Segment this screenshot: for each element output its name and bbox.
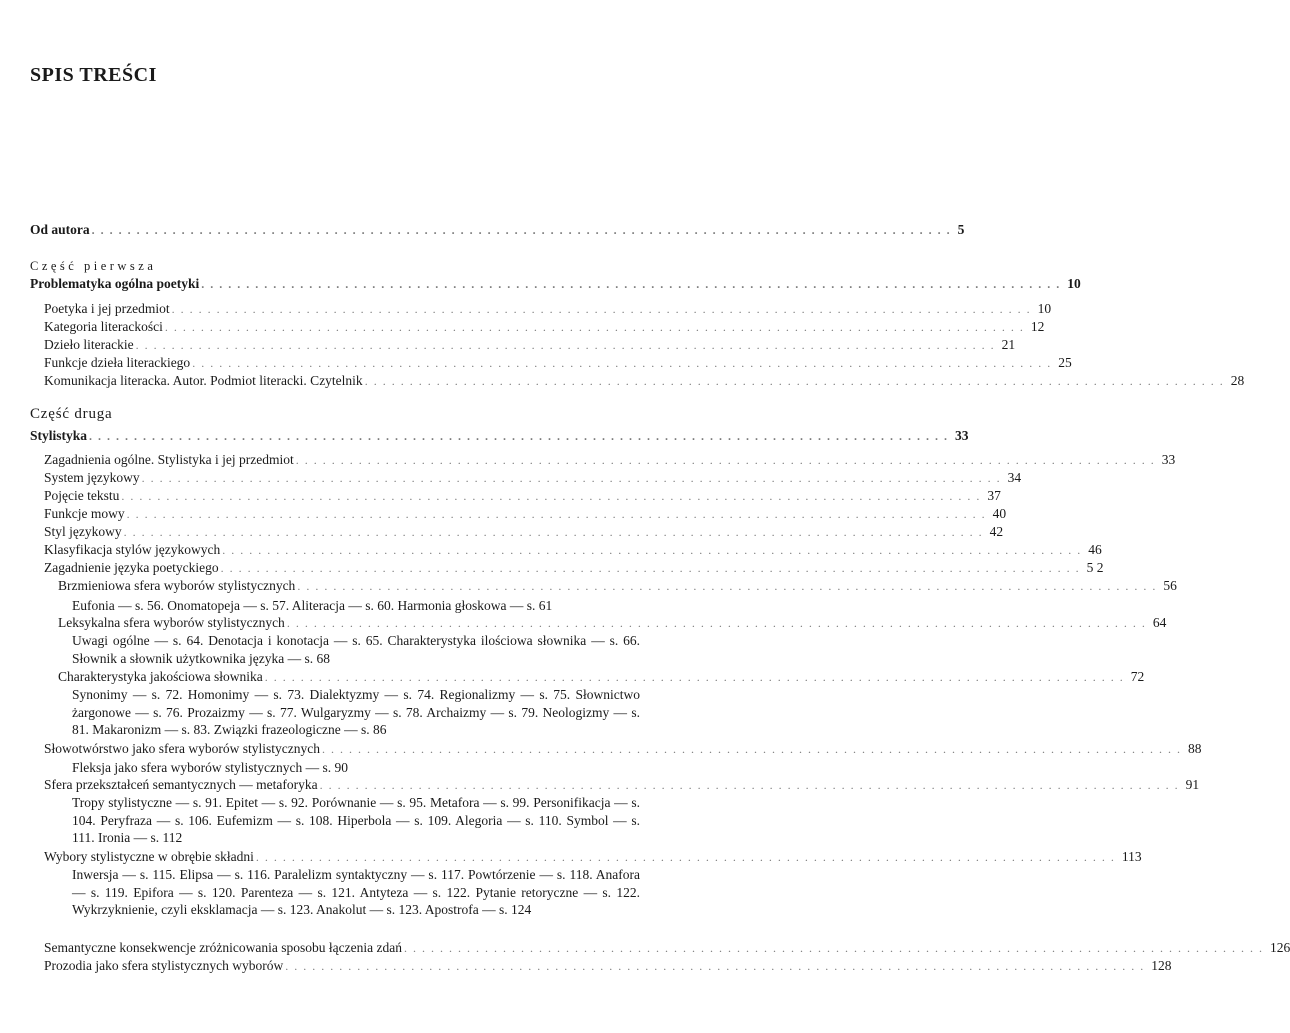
toc-entry-label: Klasyfikacja stylów językowych — [44, 542, 221, 557]
dot-leader: ................................................................................................ — [192, 356, 1057, 370]
dot-leader: ................................................................................................ — [286, 616, 1151, 630]
dot-leader: ................................................................................................ — [364, 374, 1229, 388]
dot-leader: ................................................................................................ — [201, 277, 1066, 291]
toc-entry-label: Pojęcie tekstu — [44, 488, 120, 503]
toc-entry-page: 5 — [957, 222, 965, 237]
dot-leader: ................................................................................................ — [255, 850, 1120, 864]
toc-entry-page: 88 — [1187, 741, 1202, 756]
toc-entry-page: 10 — [1067, 276, 1081, 291]
toc-entry-label: System językowy — [44, 470, 140, 485]
toc-entry-page: 10 — [1037, 301, 1052, 316]
toc-entry-page: 5 2 — [1086, 560, 1104, 575]
toc-entry-page: 72 — [1130, 669, 1145, 684]
toc-entry-page: 12 — [1030, 319, 1045, 334]
part-kicker-2: Część druga — [30, 406, 113, 422]
toc-entry-label: Zagadnienia ogólne. Stylistyka i jej przedmiot — [44, 452, 294, 467]
toc-entry-page: 64 — [1152, 615, 1167, 630]
toc-entry — [44, 523, 1004, 541]
toc-entry-page: 21 — [1001, 337, 1016, 352]
dot-leader: ................................................................................................ — [319, 778, 1184, 792]
toc-entry-label: Stylistyka — [30, 428, 88, 443]
dot-leader: ................................................................................................ — [121, 489, 986, 503]
toc-entry-label: Komunikacja literacka. Autor. Podmiot literacki. Czytelnik — [44, 373, 363, 388]
toc-entry-page: 126 — [1269, 940, 1290, 955]
toc-entry — [44, 957, 1172, 975]
toc-entry-page: 25 — [1058, 355, 1072, 370]
toc-entry — [44, 487, 1001, 505]
dot-leader: ................................................................................................ — [321, 742, 1186, 756]
toc-entry — [44, 559, 1104, 577]
toc-entry-label: Kategoria literackości — [44, 319, 163, 334]
toc-entry-page: 46 — [1088, 542, 1102, 557]
toc-entry-label: Problematyka ogólna poetyki — [30, 276, 200, 291]
toc-entry-label: Styl językowy — [44, 524, 122, 539]
toc-subtopics: Eufonia — s. 56. Onomatopeja — s. 57. Aliteracja — s. 60. Harmonia głoskowa — s. 61 — [72, 598, 553, 613]
toc-subtopics: Synonimy — s. 72. Homonimy — s. 73. Dialektyzmy — s. 74. Regionalizmy — s. 75. Słownictwo żargonowe — s. 76. Prozaizmy — s. 77. Wulgaryzmy — s. 78. Archaizmy — s. 79. Neologizmy — s. 81. Makaronizm — s. 83. Związki frazeologiczne — s. 86 — [72, 687, 640, 737]
dot-leader: ................................................................................................ — [164, 320, 1029, 334]
dot-leader: ................................................................................................ — [135, 338, 1000, 352]
toc-entry-page: 128 — [1151, 958, 1172, 973]
dot-leader: ................................................................................................ — [89, 429, 954, 443]
toc-entry — [58, 614, 1167, 632]
toc-entry — [44, 336, 1016, 354]
toc-entry-label: Poetyka i jej przedmiot — [44, 301, 170, 316]
toc-subtopics: Inwersja — s. 115. Elipsa — s. 116. Paralelizm syntaktyczny — s. 117. Powtórzenie — s. 118. Anafora — s. 119. Epifora — s. 120. Parenteza — s. 121. Antyteza — s. 122. Pytanie retoryczne — s. 122. Wykrzyknienie, czyli eksklamacja — s. 123. Anakolut — s. 123. Apostrofa — s. 124 — [72, 867, 640, 917]
toc-entry-label: Słowotwórstwo jako sfera wyborów stylistycznych — [44, 741, 320, 756]
dot-leader: ................................................................................................ — [220, 561, 1085, 575]
toc-entry-page: 56 — [1163, 578, 1177, 593]
toc-entry — [44, 469, 1022, 487]
toc-entry-label: Prozodia jako sfera stylistycznych wyborów — [44, 958, 284, 973]
page-title: SPIS TREŚCI — [30, 64, 157, 86]
toc-entry-page: 40 — [992, 506, 1007, 521]
part-kicker-1: Część pierwsza — [30, 259, 157, 273]
toc-entry — [58, 577, 1177, 595]
toc-entry — [44, 354, 1072, 372]
toc-entry — [58, 668, 1145, 686]
toc-entry — [44, 372, 1245, 390]
toc-entry-page: 37 — [987, 488, 1001, 503]
dot-leader: ................................................................................................ — [403, 941, 1268, 955]
toc-entry — [44, 740, 1202, 758]
toc-entry-label: Funkcje mowy — [44, 506, 125, 521]
toc-subtopics: Uwagi ogólne — s. 64. Denotacja i konotacja — s. 65. Charakterystyka ilościowa słownika — s. 66. Słownik a słownik użytkownika języka — s. 68 — [72, 633, 640, 666]
toc-entry-label: Wybory stylistyczne w obrębie składni — [44, 849, 254, 864]
toc-entry — [44, 848, 1142, 866]
toc-entry-page: 33 — [955, 428, 969, 443]
dot-leader: ................................................................................................ — [123, 525, 988, 539]
toc-entry-label: Brzmieniowa sfera wyborów stylistycznych — [58, 578, 296, 593]
toc-entry — [44, 318, 1045, 336]
toc-entry — [44, 451, 1176, 469]
toc-entry-foreword — [30, 221, 965, 239]
toc-part-heading-1 — [30, 275, 1081, 293]
toc-entry-page: 91 — [1185, 777, 1200, 792]
dot-leader: ................................................................................................ — [295, 453, 1160, 467]
toc-entry — [44, 541, 1102, 559]
toc-entry-page: 113 — [1121, 849, 1142, 864]
toc-entry-page: 34 — [1007, 470, 1022, 485]
toc-entry-page: 42 — [989, 524, 1004, 539]
toc-entry — [44, 776, 1200, 794]
toc-entry-label: Zagadnienie języka poetyckiego — [44, 560, 219, 575]
dot-leader: ................................................................................................ — [297, 579, 1162, 593]
dot-leader: ................................................................................................ — [91, 223, 956, 237]
toc-entry-label: Funkcje dzieła literackiego — [44, 355, 191, 370]
dot-leader: ................................................................................................ — [171, 302, 1036, 316]
toc-entry-label: Charakterystyka jakościowa słownika — [58, 669, 263, 684]
toc-subtopics: Fleksja jako sfera wyborów stylistycznych — s. 90 — [72, 760, 348, 775]
toc-subtopics: Tropy stylistyczne — s. 91. Epitet — s. 92. Porównanie — s. 95. Metafora — s. 99. Personifikacja — s. 104. Peryfraza — s. 106. Eufemizm — s. 108. Hiperbola — s. 109. Alegoria — s. 110. Symbol — s. 111. Ironia — s. 112 — [72, 795, 640, 845]
toc-part-heading-2 — [30, 427, 969, 445]
toc-entry-label: Leksykalna sfera wyborów stylistycznych — [58, 615, 285, 630]
toc-entry — [44, 300, 1052, 318]
dot-leader: ................................................................................................ — [285, 959, 1150, 973]
toc-entry-page: 28 — [1230, 373, 1245, 388]
dot-leader: ................................................................................................ — [264, 670, 1129, 684]
toc-entry — [44, 939, 1290, 957]
dot-leader: ................................................................................................ — [141, 471, 1006, 485]
toc-entry-page: 33 — [1161, 452, 1176, 467]
toc-entry-label: Sfera przekształceń semantycznych — metaforyka — [44, 777, 318, 792]
toc-entry-label: Semantyczne konsekwencje zróżnicowania sposobu łączenia zdań — [44, 940, 402, 955]
dot-leader: ................................................................................................ — [126, 507, 991, 521]
toc-entry — [44, 505, 1007, 523]
toc-entry-label: Dzieło literackie — [44, 337, 134, 352]
dot-leader: ................................................................................................ — [222, 543, 1087, 557]
toc-entry-label: Od autora — [30, 222, 90, 237]
